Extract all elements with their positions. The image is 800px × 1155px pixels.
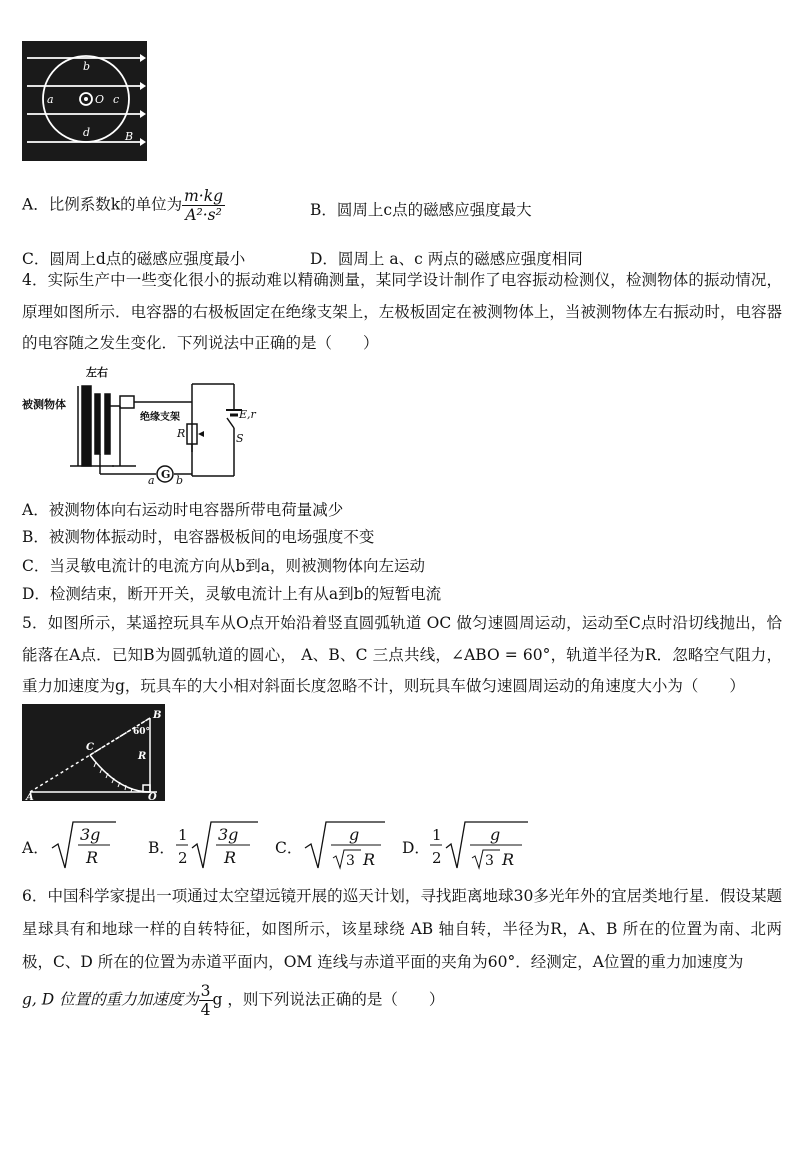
fig4-label-left-right: 左右 [86, 366, 108, 379]
q6-fraction-denominator: 4 [200, 1001, 211, 1019]
svg-text:R: R [224, 848, 237, 867]
fig4-label-a: a [148, 474, 155, 487]
fig1-label-a: a [47, 93, 54, 106]
q5-option-b-formula [174, 818, 262, 872]
q3-option-b: B．圆周上c点的磁感应强度最大 [310, 201, 532, 219]
q3-fraction-numerator: m·kg [184, 187, 224, 205]
svg-text:R: R [86, 848, 99, 867]
svg-text:1: 1 [432, 826, 442, 844]
fig4-label-G: G [161, 468, 171, 481]
svg-text:g: g [349, 825, 360, 844]
svg-text:g: g [490, 825, 501, 844]
q3-fraction-denominator: A²·s² [185, 206, 222, 224]
q6-fraction [199, 982, 213, 1019]
fig1-label-b: b [83, 60, 91, 73]
svg-text:R: R [363, 850, 376, 869]
fig4-label-object: 被测物体 [22, 398, 66, 411]
figure-arc-track [22, 704, 165, 801]
q4-stem: 4．实际生产中一些变化很小的振动难以精确测量，某同学设计制作了电容振动检测仪，检测物体的振动情况，原理如图所示．电容器的右极板固定在绝缘支架上，左极板固定在被测物体上，当被测物体左右振动时，电容器的电容随之发生变化．下列说法中正确的是（ ） [22, 271, 782, 352]
fig1-label-B: B [125, 130, 134, 143]
fig1-label-O: O [95, 93, 105, 106]
svg-text:2: 2 [432, 849, 442, 867]
fig4-label-b: b [176, 474, 184, 487]
q5-option-a-label: A． [22, 839, 49, 857]
svg-text:3g: 3g [218, 825, 239, 844]
fig5-label-A: A [26, 792, 34, 803]
q6-last-suffix: g ，则下列说法正确的是（ ） [212, 990, 445, 1009]
q3-option-a-fraction [182, 187, 225, 224]
q4-option-b: B．被测物体振动时，电容器极板间的电场强度不变 [22, 528, 375, 546]
q3-option-c: C．圆周上d点的磁感应强度最小 [22, 250, 246, 268]
fig5-label-angle: 60° [133, 727, 151, 737]
figure-magnetic-field [22, 41, 147, 161]
q5-option-c-label: C． [275, 839, 303, 857]
fig1-label-c: c [113, 93, 120, 106]
q6-last-prefix: g, D 位置的重力加速度为 [22, 990, 199, 1009]
fig5-label-B: B [153, 710, 162, 721]
q5-option-a-formula [48, 818, 118, 872]
q5-option-c-formula [301, 818, 387, 872]
fig4-label-bracket: 绝缘支架 [140, 412, 180, 423]
q5-option-d-formula [428, 818, 532, 872]
q4-option-d: D．检测结束，断开开关，灵敏电流计上有从a到b的短暂电流 [22, 585, 442, 603]
q5-option-d-label: D． [402, 839, 430, 857]
svg-text:1: 1 [178, 826, 188, 844]
q6-stem: 6．中国科学家提出一项通过太空望远镜开展的巡天计划，寻找距离地球30多光年外的宜居类地行星．假设某题星球具有和地球一样的自转特征，如图所示，该星球绕 AB 轴自转，半径为R，A、B 所在的位置为南、北两极，C、D 所在的位置为赤道平面内，OM 连线与赤道平面的夹角为60°．经测定，A位置的重力加速度为 [22, 887, 782, 971]
fig4-label-Er: E,r [239, 408, 256, 421]
svg-text:3: 3 [346, 853, 355, 869]
svg-text:3: 3 [485, 853, 494, 869]
q6-fraction-numerator: 3 [200, 982, 211, 1000]
q3-option-d: D．圆周上 a、c 两点的磁感应强度相同 [310, 250, 583, 268]
svg-text:R: R [502, 850, 515, 869]
svg-text:3g: 3g [80, 825, 101, 844]
q5-stem: 5．如图所示，某遥控玩具车从O点开始沿着竖直圆弧轨道 OC 做匀速圆周运动，运动至C点时沿切线抛出，恰能落在A点．已知B为圆弧轨道的圆心， A、B、C 三点共线，∠ABO = 60°，轨道半径为R．忽略空气阻力，重力加速度为g，玩具车的大小相对斜面长度忽略不计，则玩具车做匀速圆周运动的角速度大小为（ ） [22, 614, 782, 695]
fig4-label-S: S [236, 432, 244, 445]
q4-option-c: C．当灵敏电流计的电流方向从b到a，则被测物体向左运动 [22, 557, 426, 575]
q4-option-a: A．被测物体向右运动时电容器所带电荷量减少 [22, 501, 344, 519]
q5-option-b-label: B． [148, 839, 175, 857]
q3-option-a [22, 187, 225, 224]
q3-option-a-prefix: A．比例系数k的单位为 [22, 195, 183, 214]
q6-last-line [22, 982, 444, 1019]
fig4-label-R: R [177, 427, 186, 440]
fig5-label-R: R [138, 751, 147, 762]
figure-capacitor-circuit [22, 362, 256, 487]
fig5-label-O: O [148, 792, 157, 803]
fig5-label-C: C [86, 742, 94, 753]
fig1-label-d: d [83, 126, 91, 139]
svg-text:2: 2 [178, 849, 188, 867]
